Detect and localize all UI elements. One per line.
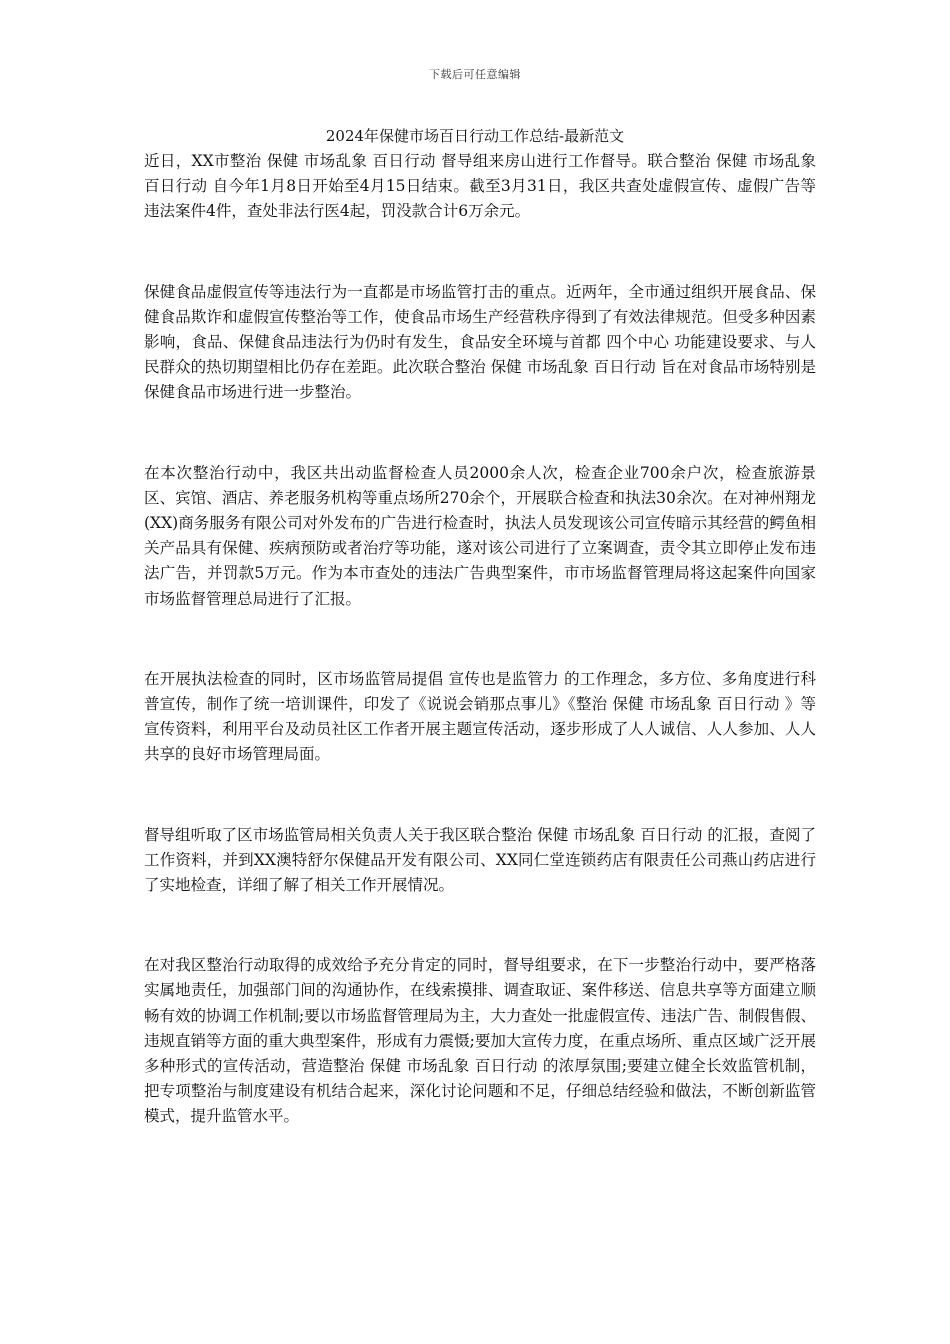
- paragraph-5: 督导组听取了区市场监管局相关负责人关于我区联合整治 保健 市场乱象 百日行动 的汇报，查阅了工作资料，并到XX澳特舒尔保健品开发有限公司、XX同仁堂连锁药店有限责任公司燕山药店进行了实地检查，详细了解了相关工作开展情况。: [144, 825, 816, 895]
- paragraph-2: 保健食品虚假宣传等违法行为一直都是市场监管打击的重点。近两年，全市通过组织开展食品、保健食品欺诈和虚假宣传整治等工作，使食品市场生产经营秩序得到了有效法律规范。但受多种因素影响，食品、保健食品违法行为仍时有发生，食品安全环境与首都 四个中心 功能建设要求、与人民群众的热切期望相比仍存在差距。此次联合整治 保健 市场乱象 百日行动 旨在对食品市场特别是保健食品市场进行进一步整治。: [144, 282, 816, 402]
- header-note: 下载后可任意编辑: [429, 68, 521, 81]
- document-body: [144, 149, 816, 1130]
- paragraph-3: 在本次整治行动中，我区共出动监督检查人员2000余人次，检查企业700余户次，检查旅游景区、宾馆、酒店、养老服务机构等重点场所270余个，开展联合检查和执法30余次。在对神州翔龙(XX)商务服务有限公司对外发布的广告进行检查时，执法人员发现该公司宣传暗示其经营的鳄鱼相关产品具有保健、疾病预防或者治疗等功能，遂对该公司进行了立案调查，责令其立即停止发布违法广告，并罚款5万元。作为本市查处的违法广告典型案件，市市场监督管理局将这起案件向国家市场监督管理总局进行了汇报。: [144, 463, 816, 608]
- paragraph-4: 在开展执法检查的同时，区市场监管局提倡 宣传也是监管力 的工作理念，多方位、多角度进行科普宣传，制作了统一培训课件，印发了《说说会销那点事儿》《整治 保健 市场乱象 百日行动 》等宣传资料，利用平台及动员社区工作者开展主题宣传活动，逐步形成了人人诚信、人人参加、人人共享的良好市场管理局面。: [144, 669, 816, 764]
- paragraph-1: 近日，XX市整治 保健 市场乱象 百日行动 督导组来房山进行工作督导。联合整治 保健 市场乱象 百日行动 自今年1月8日开始至4月15日结束。截至3月31日，我区共查处虚假宣传、虚假广告等违法案件4件，查处非法行医4起，罚没款合计6万余元。: [144, 152, 816, 221]
- paragraph-6: 在对我区整治行动取得的成效给予充分肯定的同时，督导组要求，在下一步整治行动中，要严格落实属地责任，加强部门间的沟通协作，在线索摸排、调查取证、案件移送、信息共享等方面建立顺畅有效的协调工作机制;要以市场监督管理局为主，大力查处一批虚假宣传、违法广告、制假售假、违规直销等方面的重大典型案件，形成有力震慑;要加大宣传力度，在重点场所、重点区域广泛开展多种形式的宣传活动，营造整治 保健 市场乱象 百日行动 的浓厚氛围;要建立健全长效监管机制，把专项整治与制度建设有机结合起来，深化讨论问题和不足，仔细总结经验和做法，不断创新监管模式，提升监管水平。: [144, 956, 816, 1126]
- document-title: 2024年保健市场百日行动工作总结-最新范文: [325, 127, 625, 145]
